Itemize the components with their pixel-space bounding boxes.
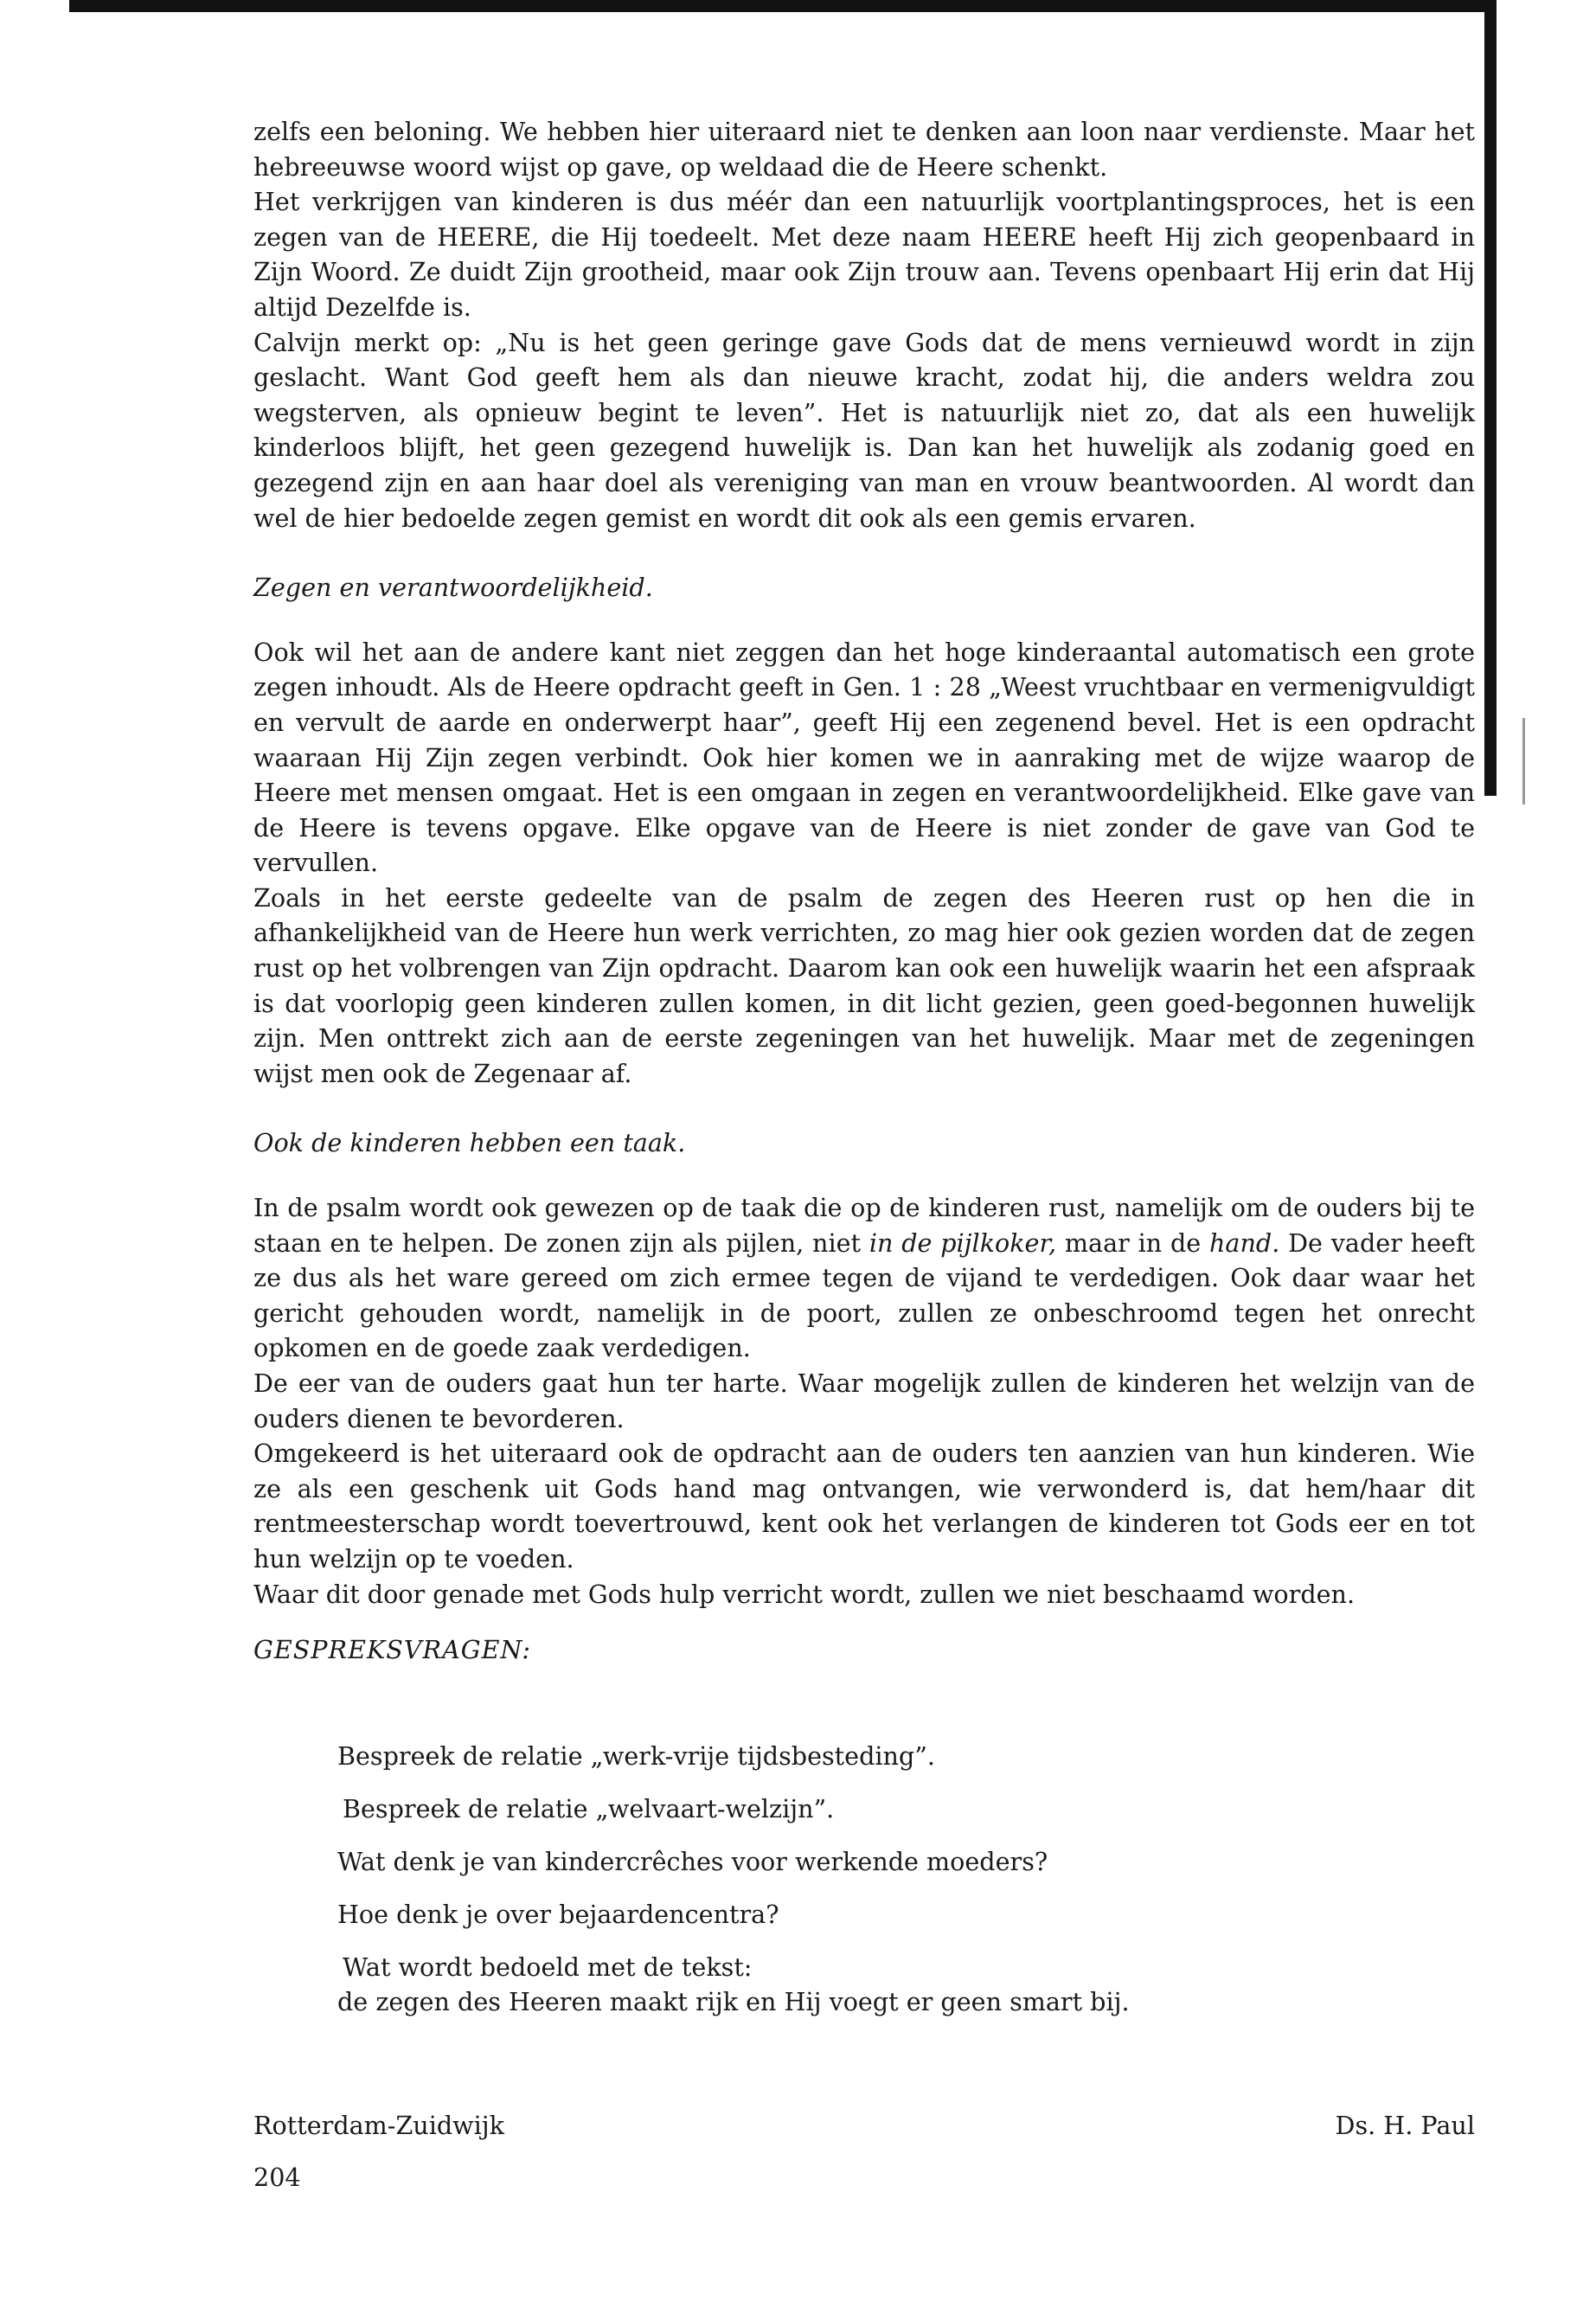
paragraph-calvijn: Calvijn merkt op: „Nu is het geen geringe gave Gods dat de mens vernieuwd wordt in zijn geslacht. Want God geeft hem als dan nieuwe kracht, zodat hij, die anders weldra zou wegsterven, als opnieuw begint te leven”. Het is natuurlijk niet zo, dat als een huwelijk kinderloos blijft, het geen gezegend huwelijk is. Dan kan het huwelijk als zodanig goed en gezegend zijn en aan haar doel als vereniging van man en vrouw beantwoorden. Al wordt dan wel de hier bedoelde zegen gemist en wordt dit ook als een gemis ervaren. — [253, 327, 1475, 533]
question-item: Wat wordt bedoeld met de tekst: — [343, 1952, 753, 1982]
page-body — [253, 114, 1475, 1612]
question-item: Bespreek de relatie „welvaart-welzijn”. — [343, 1794, 835, 1823]
paragraph-eerste-gedeelte: Zoals in het eerste gedeelte van de psalm de zegen des Heeren rust op hen die in afhankelijkheid van de Heere hun werk verrichten, zo mag hier ook gezien worden dat de zegen rust op het volbrengen van Zijn opdracht. Daarom kan ook een huwelijk waarin het een afspraak is dat voorlopig geen kinderen zullen komen, in dit licht gezien, geen goed-begonnen huwelijk zijn. Men onttrekt zich aan de eerste zegeningen van het huwelijk. Maar met de zegeningen wijst men ook de Zegenaar af. — [253, 882, 1475, 1088]
paragraph-verkrijgen: Het verkrijgen van kinderen is dus méér dan een natuurlijk voortplantingsproces, het is een zegen van de HEERE, die Hij toedeelt. Met deze naam HEERE heeft Hij zich geopenbaard in Zijn Woord. Ze duidt Zijn grootheid, maar ook Zijn trouw aan. Tevens openbaart Hij erin dat Hij altijd Dezelfde is. — [253, 187, 1475, 322]
question-item: Hoe denk je over bejaardencentra? — [337, 1900, 779, 1929]
section-heading-zegen: Zegen en verantwoordelijkheid. — [253, 573, 653, 603]
questions-list — [337, 1739, 1332, 2019]
question-quote: de zegen des Heeren maakt rijk en Hij voegt er geen smart bij. — [337, 1987, 1130, 2016]
paragraph-omgekeerd: Omgekeerd is het uiteraard ook de opdracht aan de ouders ten aanzien van hun kinderen. Wie ze als een geschenk uit Gods hand mag ontvangen, wie verwonderd is, dat hem/haar dit rentmeesterschap wordt toevertrouwd, kent ook het verlangen de kinderen tot Gods eer en tot hun welzijn op te voeden. — [253, 1439, 1475, 1574]
question-item: Wat denk je van kindercrêches voor werkende moeders? — [337, 1847, 1048, 1876]
section-heading-kinderen: Ook de kinderen hebben een taak. — [253, 1128, 686, 1158]
paragraph-genade: Waar dit door genade met Gods hulp verricht wordt, zullen we niet beschaamd worden. — [253, 1579, 1356, 1609]
footer-author: Ds. H. Paul — [1335, 2111, 1475, 2140]
top-border-rule — [69, 0, 1497, 12]
paragraph-psalm — [253, 1190, 1475, 1366]
emphasis-pijlkoker: in de pijlkoker, — [869, 1227, 1057, 1258]
paragraph-andere-kant: Ook wil het aan de andere kant niet zeggen dan het hoge kinderaantal automatisch een grote zegen inhoudt. Als de Heere opdracht geeft in Gen. 1 : 28 „Weest vruchtbaar en vermenigvuldigt en vervult de aarde en onderwerpt haar”, geeft Hij een zegenend bevel. Het is een opdracht waaraan Hij Zijn zegen verbindt. Ook hier komen we in aanraking met de wijze waarop de Heere met mensen omgaat. Het is een omgaan in zegen en verantwoordelijkheid. Elke gave van de Heere is tevens opgave. Elke opgave van de Heere is niet zonder de gave van God te vervullen. — [253, 637, 1475, 878]
question-item: Bespreek de relatie „werk-vrije tijdsbesteding”. — [337, 1741, 935, 1771]
paragraph-psalm-part-a: In de psalm wordt ook gewezen op de taak die op de kinderen rust, namelijk om de ouders bij te staan en te helpen. De zonen zijn als pijlen, niet — [253, 1193, 1475, 1258]
paragraph-psalm-part-e: De vader heeft ze dus als het ware gereed om zich ermee tegen de vijand te verdedigen. Ook daar waar het gericht gehouden wordt, namelijk in de poort, zullen ze onbeschroomd tegen het onrecht opkomen en de goede zaak verdedigen. — [253, 1227, 1475, 1363]
paragraph-psalm-part-c: maar in de — [1056, 1227, 1210, 1258]
right-margin-mark — [1522, 718, 1525, 804]
footer-place: Rotterdam-Zuidwijk — [253, 2111, 504, 2140]
questions-heading: GESPREKSVRAGEN: — [253, 1635, 532, 1664]
right-border-rule — [1484, 0, 1497, 796]
page-number: 204 — [253, 2163, 301, 2192]
emphasis-hand: hand. — [1209, 1227, 1280, 1258]
paragraph-eer-ouders: De eer van de ouders gaat hun ter harte. Waar mogelijk zullen de kinderen het welzijn van de ouders dienen te bevorderen. — [253, 1368, 1475, 1433]
paragraph-beloning: zelfs een beloning. We hebben hier uiteraard niet te denken aan loon naar verdienste. Maar het hebreeuwse woord wijst op gave, op weldaad die de Heere schenkt. — [253, 117, 1475, 182]
